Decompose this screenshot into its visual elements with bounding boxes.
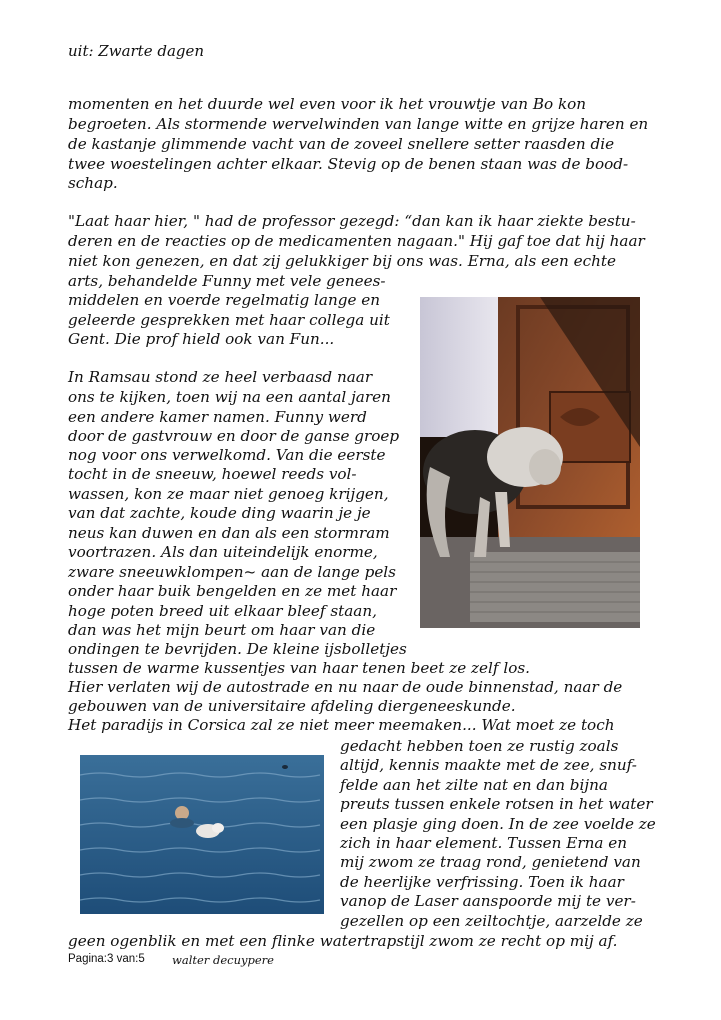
text-line: Het paradijs in Corsica zal ze niet meer meemaken... Wat moet ze toch [68,716,615,734]
dog-swimming-in-sea-photo [80,755,324,914]
text-line: gezellen op een zeiltochtje, aarzelde ze [340,912,643,930]
text-line: nog voor ons verwelkomd. Van die eerste [68,446,386,464]
text-line: momenten en het duurde wel even voor ik het vrouwtje van Bo kon [68,95,587,113]
text-line: arts, behandelde Funny met vele genees- [68,272,386,290]
text-line: onder haar buik bengelden en ze met haar [68,582,397,600]
page-number: Pagina:3 van:5 [68,953,145,965]
text-line: schap. [68,174,118,192]
text-line: wassen, kon ze maar niet genoeg krijgen, [68,485,389,503]
document-header: uit: Zwarte dagen [68,42,205,60]
text-line: gebouwen van de universitaire afdeling diergeneeskunde. [68,697,516,715]
text-line: voortrazen. Als dan uiteindelijk enorme, [68,543,378,561]
text-line: deren en de reacties op de medicamenten nagaan." Hij gaf toe dat hij haar [68,232,645,250]
text-line: hoge poten breed uit elkaar bleef staan, [68,602,377,620]
text-line: niet kon genezen, en dat zij gelukkiger bij ons was. Erna, als een echte [68,252,617,270]
text-line: de heerlijke verfrissing. Toen ik haar [340,873,624,891]
text-line: vanop de Laser aanspoorde mij te ver- [340,892,636,910]
text-line: Gent. Die prof hield ook van Fun... [68,330,335,348]
text-line: felde aan het zilte nat en dan bijna [340,776,608,794]
text-line: tussen de warme kussentjes van haar tenen beet ze zelf los. [68,659,530,677]
text-line: zware sneeuwklompen~ aan de lange pels [68,563,396,581]
text-line: In Ramsau stond ze heel verbaasd naar [68,368,373,386]
text-line: Hier verlaten wij de autostrade en nu naar de oude binnenstad, naar de [68,678,623,696]
text-line: geleerde gesprekken met haar collega uit [68,311,390,329]
text-line: zich in haar element. Tussen Erna en [340,834,628,852]
text-line: van dat zachte, koude ding waarin je je [68,504,371,522]
text-line: twee woestelingen achter elkaar. Stevig op de benen staan was de bood- [68,155,629,173]
text-line: door de gastvrouw en door de ganse groep [68,427,400,445]
text-line: neus kan duwen en dan als een stormram [68,524,390,542]
text-line: "Laat haar hier, " had de professor gezegd: “dan kan ik haar ziekte bestu- [68,212,636,230]
text-line: geen ogenblik en met een flinke watertrapstijl zwom ze recht op mij af. [68,932,618,950]
text-line: een andere kamer namen. Funny werd [68,408,367,426]
author-name: walter decuypere [172,953,274,967]
text-line: tocht in de sneeuw, hoewel reeds vol- [68,465,357,483]
dog-at-door-photo [420,297,640,628]
text-line: de kastanje glimmende vacht van de zoveel snellere setter raasden die [68,135,615,153]
text-line: gedacht hebben toen ze rustig zoals [340,737,619,755]
text-line: dan was het mijn beurt om haar van die [68,621,376,639]
text-line: begroeten. Als stormende wervelwinden van lange witte en grijze haren en [68,115,649,133]
text-line: mij zwom ze traag rond, genietend van [340,853,641,871]
text-line: ondingen te bevrijden. De kleine ijsbolletjes [68,640,407,658]
text-line: ons te kijken, toen wij na een aantal jaren [68,388,391,406]
text-line: een plasje ging doen. In de zee voelde ze [340,815,656,833]
text-line: altijd, kennis maakte met de zee, snuf- [340,756,637,774]
text-line: middelen en voerde regelmatig lange en [68,291,381,309]
text-line: preuts tussen enkele rotsen in het water [340,795,653,813]
